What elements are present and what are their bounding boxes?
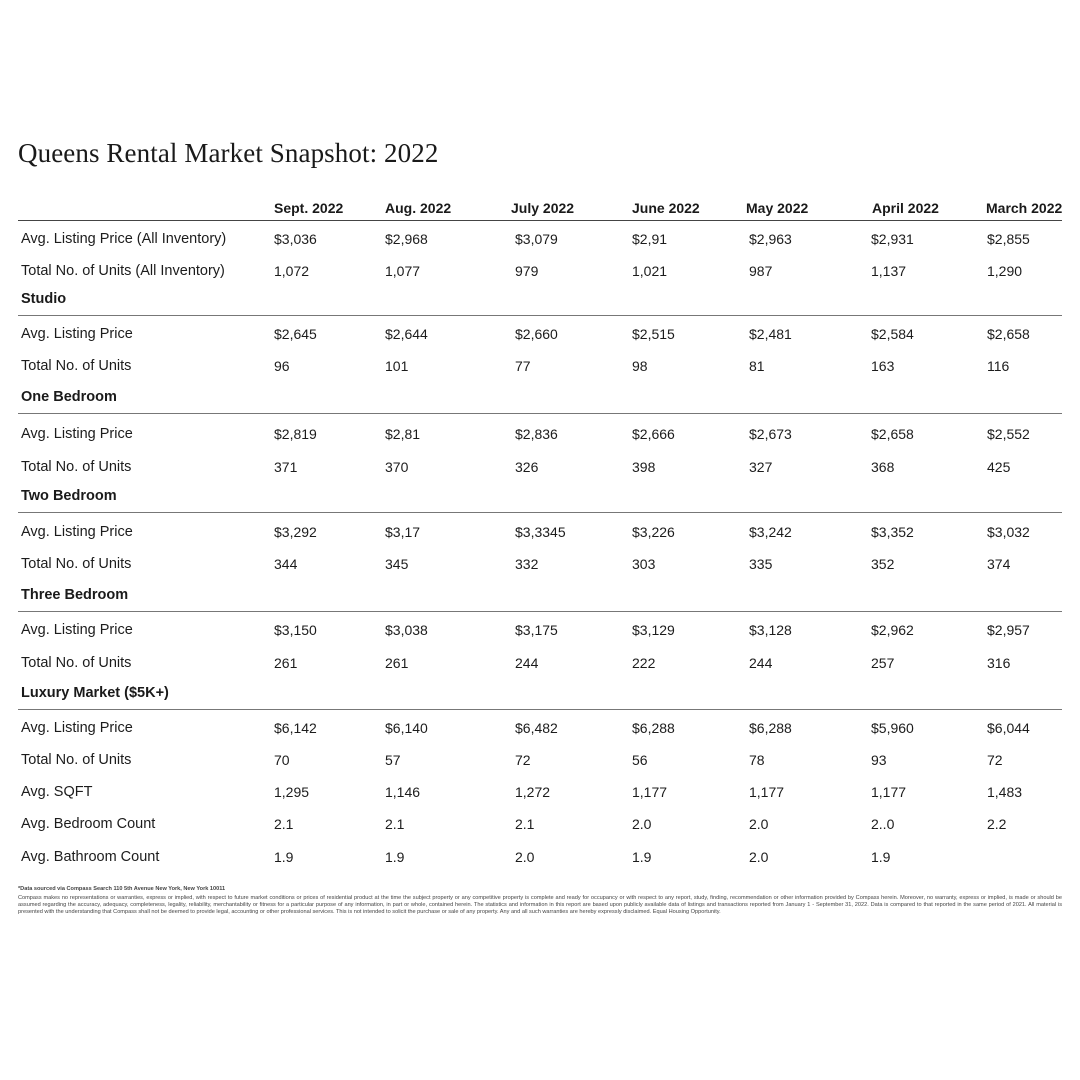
table-row [18,521,1062,547]
table-cell: 244 [515,655,539,671]
row-label: Total No. of Units (All Inventory) [21,263,225,279]
row-label: Total No. of Units [21,556,132,572]
table-cell: $2,931 [871,231,914,247]
table-cell: 56 [632,752,648,768]
table-cell: 368 [871,459,895,475]
table-cell: 222 [632,655,656,671]
table-cell: $3,038 [385,622,428,638]
row-label: Total No. of Units [21,655,132,671]
table-cell: $3,036 [274,231,317,247]
section-title: Studio [21,291,67,307]
table-cell: $2,666 [632,426,675,442]
table-cell: 1.9 [274,849,294,865]
table-cell: $3,292 [274,524,317,540]
table-cell: 1,272 [515,784,551,800]
table-cell: 261 [385,655,409,671]
footer-source: *Data sourced via Compass Search 110 5th Avenue New York, New York 10011 [18,886,226,892]
table-cell: 78 [749,752,765,768]
table-cell: 1,483 [987,784,1023,800]
table-row [18,323,1062,349]
table-cell: $2,957 [987,622,1030,638]
table-cell: 987 [749,263,773,279]
table-cell: 344 [274,556,298,572]
table-cell: $6,288 [749,720,792,736]
section-header [18,291,1062,316]
table-cell: $2,819 [274,426,317,442]
table-cell: 244 [749,655,773,671]
row-label: Avg. Listing Price [21,326,133,342]
table-row [18,228,1062,254]
table-cell: 326 [515,459,539,475]
table-cell: $5,960 [871,720,914,736]
table-cell: 96 [274,358,290,374]
page-title: Queens Rental Market Snapshot: 2022 [18,138,439,168]
table-cell: 374 [987,556,1011,572]
table-cell: 2.2 [987,816,1007,832]
row-label: Avg. Listing Price [21,720,133,736]
table-cell: $2,836 [515,426,558,442]
table-row [18,553,1062,579]
table-cell: 2.1 [385,816,405,832]
row-label: Total No. of Units [21,459,132,475]
column-header: March 2022 [986,200,1063,216]
column-header: July 2022 [511,200,575,216]
row-label: Avg. Listing Price (All Inventory) [21,231,227,247]
table-cell: 2.1 [515,816,535,832]
table-cell: $3,032 [987,524,1030,540]
table-cell: 2..0 [871,816,895,832]
table-cell: 332 [515,556,539,572]
table-cell: 1,177 [632,784,668,800]
table-cell: $6,044 [987,720,1030,736]
table-row [18,717,1062,743]
table-cell: 2.0 [749,816,769,832]
section-title: One Bedroom [21,389,117,405]
table-cell: $2,658 [871,426,914,442]
section-title: Luxury Market ($5K+) [21,685,169,701]
table-cell: $2,552 [987,426,1030,442]
table-cell: 70 [274,752,290,768]
table-cell: $3,079 [515,231,558,247]
table-cell: $2,968 [385,231,428,247]
table-cell: $3,352 [871,524,914,540]
table-cell: 371 [274,459,298,475]
section-title: Two Bedroom [21,488,117,504]
table-cell: $6,482 [515,720,558,736]
table-cell: 335 [749,556,773,572]
table-cell: 163 [871,358,895,374]
table-cell: 370 [385,459,409,475]
table-cell: 345 [385,556,409,572]
table-cell: 303 [632,556,656,572]
section-header [18,389,1062,414]
table-cell: 1.9 [871,849,891,865]
table-cell: $3,17 [385,524,421,540]
table-cell: 1,177 [871,784,907,800]
row-label: Total No. of Units [21,752,132,768]
section-header [18,685,1062,710]
table-cell: $2,644 [385,326,428,342]
table-cell: 2.0 [749,849,769,865]
table-cell: 261 [274,655,298,671]
table-cell: 98 [632,358,648,374]
table-cell: $2,81 [385,426,421,442]
table-cell: $2,515 [632,326,675,342]
table-cell: $3,150 [274,622,317,638]
table-cell: 1,021 [632,263,668,279]
column-header: June 2022 [632,200,700,216]
table-row [18,456,1062,482]
table-cell: 1,146 [385,784,421,800]
row-label: Total No. of Units [21,358,132,374]
section-header [18,488,1062,513]
table-cell: $2,584 [871,326,914,342]
table-cell: $2,91 [632,231,668,247]
table-cell: 57 [385,752,401,768]
table-cell: $6,142 [274,720,317,736]
table-cell: $2,673 [749,426,792,442]
table-cell: 2.0 [515,849,535,865]
table-cell: 1,295 [274,784,310,800]
table-cell: 2.0 [632,816,652,832]
table-cell: $2,963 [749,231,792,247]
table-cell: $2,962 [871,622,914,638]
table-cell: 72 [987,752,1003,768]
table-cell: 1,077 [385,263,421,279]
table-row [18,423,1062,449]
table-row [18,781,1062,807]
table-cell: $3,3345 [515,524,566,540]
table-cell: 327 [749,459,773,475]
table-cell: 352 [871,556,895,572]
table-cell: 1,137 [871,263,907,279]
section-title: Three Bedroom [21,587,129,603]
table-row [18,355,1062,381]
table-cell: 77 [515,358,531,374]
table-cell: 2.1 [274,816,294,832]
table-header [18,196,1062,221]
column-header: Aug. 2022 [385,200,452,216]
table-cell: $2,660 [515,326,558,342]
table-cell: $3,175 [515,622,558,638]
table-cell: $3,128 [749,622,792,638]
table-cell: $3,242 [749,524,792,540]
table-cell: 101 [385,358,409,374]
row-label: Avg. Listing Price [21,426,133,442]
table-cell: $2,658 [987,326,1030,342]
section-header [18,587,1062,612]
table-cell: 93 [871,752,887,768]
table-row [18,619,1062,645]
row-label: Avg. Bathroom Count [21,849,160,865]
table-cell: $2,645 [274,326,317,342]
row-label: Avg. SQFT [21,784,93,800]
column-header: Sept. 2022 [274,200,344,216]
table-cell: $6,288 [632,720,675,736]
table-cell: $2,855 [987,231,1030,247]
table-row [18,813,1062,839]
table-cell: $3,226 [632,524,675,540]
table-cell: 316 [987,655,1011,671]
row-label: Avg. Listing Price [21,524,133,540]
table-cell: 1.9 [632,849,652,865]
column-header: April 2022 [872,200,939,216]
table-cell: 979 [515,263,539,279]
table-cell: 116 [987,358,1010,374]
table-cell: 72 [515,752,531,768]
table-cell: $2,481 [749,326,792,342]
table-cell: $3,129 [632,622,675,638]
column-header: May 2022 [746,200,809,216]
footer-disclaimer: Compass makes no representations or warranties, express or implied, with respect to future market conditions or prices of residential product at the time the subject property or any competitive property is complete and ready for occupancy or with respect to any report, study, finding, recommendation or other information provided by Compass herein. Moreover, no warranty, express or implied, is made or should be assumed regarding the accuracy, adequacy, completeness, legality, reliability, merchantability or fitness for a particular purpose of any information, in part or whole, contained herein. The statistics and information in this report are based upon publicly available data of listings and transactions reported from January 1 - September 31, 2022. Data is compared to that reported in the same period of 2021. All material is presented with the understanding that Compass shall not be deemed to provide legal, accounting or other professional services. This is not intended to solicit the purchase or sale of any property. Any and all such warranties are hereby expressly disclaimed. Equal Housing Opportunity. [18,895,1062,915]
table-row [18,652,1062,678]
table-cell: $6,140 [385,720,428,736]
table-cell: 398 [632,459,656,475]
table-row [18,260,1062,286]
table-cell: 1.9 [385,849,405,865]
row-label: Avg. Listing Price [21,622,133,638]
row-label: Avg. Bedroom Count [21,816,156,832]
table-row [18,846,1062,872]
table-cell: 1,290 [987,263,1023,279]
table-cell: 1,072 [274,263,310,279]
table-cell: 1,177 [749,784,785,800]
table-cell: 425 [987,459,1011,475]
table-cell: 257 [871,655,895,671]
table-row [18,749,1062,775]
footer [18,886,1062,916]
table-cell: 81 [749,358,765,374]
